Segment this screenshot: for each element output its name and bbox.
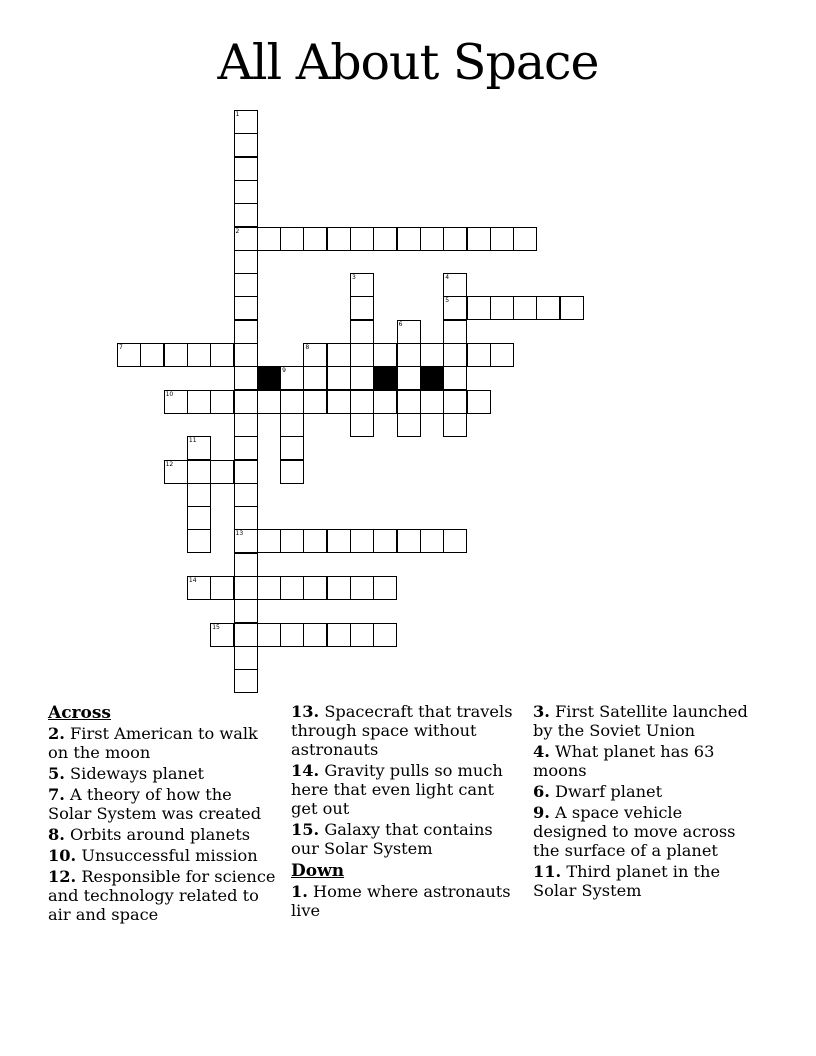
grid-cell[interactable] [280, 390, 304, 414]
grid-cell[interactable] [303, 366, 327, 390]
clue-num: 6. [533, 782, 550, 801]
grid-cell[interactable] [560, 296, 584, 320]
grid-cell[interactable] [280, 576, 304, 600]
grid-cell[interactable] [234, 529, 258, 553]
grid-cell[interactable] [443, 529, 467, 553]
grid-cell[interactable] [257, 390, 281, 414]
grid-cell[interactable] [327, 390, 351, 414]
grid-cell[interactable] [234, 110, 258, 134]
clue-num: 1. [291, 882, 308, 901]
grid-cell[interactable] [234, 250, 258, 274]
grid-cell[interactable] [350, 273, 374, 297]
grid-cell[interactable] [490, 227, 514, 251]
grid-cell[interactable] [280, 413, 304, 437]
grid-cell[interactable] [373, 529, 397, 553]
grid-cell[interactable] [443, 390, 467, 414]
grid-cell[interactable] [513, 296, 537, 320]
clue-item [291, 882, 521, 920]
grid-cell[interactable] [350, 227, 374, 251]
grid-cell[interactable] [210, 576, 234, 600]
clue-text: Responsible for science and technology related to air and space [48, 867, 276, 924]
grid-cell[interactable] [443, 343, 467, 367]
grid-cell[interactable] [420, 227, 444, 251]
grid-cell[interactable] [350, 390, 374, 414]
clue-number: 5 [445, 297, 450, 305]
grid-cell[interactable] [234, 343, 258, 367]
clue-item [48, 764, 278, 783]
grid-cell[interactable] [420, 529, 444, 553]
grid-cell[interactable] [303, 227, 327, 251]
clue-num: 10. [48, 846, 77, 865]
grid-cell[interactable] [397, 343, 421, 367]
clue-number: 3 [352, 274, 356, 282]
grid-cell[interactable] [303, 343, 327, 367]
clue-num: 9. [533, 803, 550, 822]
black-square [420, 366, 444, 390]
grid-cell[interactable] [397, 366, 421, 390]
grid-cell[interactable] [373, 390, 397, 414]
grid-cell[interactable] [210, 343, 234, 367]
clue-text: Home where astronauts live [291, 882, 511, 920]
clue-num: 14. [291, 761, 320, 780]
clue-text: A theory of how the Solar System was created [48, 785, 262, 823]
grid-cell[interactable] [234, 390, 258, 414]
clue-text: Spacecraft that travels through space without astronauts [291, 702, 513, 759]
clue-num: 5. [48, 764, 65, 783]
grid-cell[interactable] [443, 320, 467, 344]
grid-cell[interactable] [420, 390, 444, 414]
grid-cell[interactable] [257, 576, 281, 600]
clue-item [533, 782, 753, 801]
grid-cell[interactable] [234, 273, 258, 297]
grid-cell[interactable] [303, 623, 327, 647]
grid-cell[interactable] [373, 623, 397, 647]
grid-cell[interactable] [397, 320, 421, 344]
grid-cell[interactable] [327, 343, 351, 367]
clue-item [533, 803, 753, 860]
clue-item [48, 846, 278, 865]
grid-cell[interactable] [234, 227, 258, 251]
grid-cell[interactable] [443, 273, 467, 297]
grid-cell[interactable] [443, 296, 467, 320]
clue-item [291, 702, 521, 759]
clue-text: Unsuccessful mission [76, 846, 258, 865]
grid-cell[interactable] [373, 576, 397, 600]
grid-cell[interactable] [467, 227, 491, 251]
grid-cell[interactable] [467, 343, 491, 367]
grid-cell[interactable] [303, 390, 327, 414]
grid-cell[interactable] [280, 460, 304, 484]
clue-text: First American to walk on the moon [48, 724, 258, 762]
grid-cell[interactable] [257, 529, 281, 553]
grid-cell[interactable] [350, 343, 374, 367]
clue-number: 6 [398, 320, 403, 328]
clue-number: 15 [212, 623, 220, 631]
grid-cell[interactable] [280, 436, 304, 460]
clue-text: Sideways planet [64, 764, 205, 783]
black-square [373, 366, 397, 390]
grid-cell[interactable] [536, 296, 560, 320]
grid-cell[interactable] [327, 529, 351, 553]
clue-num: 12. [48, 867, 77, 886]
grid-cell[interactable] [234, 133, 258, 157]
clue-item [291, 820, 521, 858]
clue-num: 15. [291, 820, 320, 839]
grid-cell[interactable] [234, 203, 258, 227]
grid-cell[interactable] [327, 576, 351, 600]
clue-column-3 [533, 702, 753, 902]
clue-number: 2 [235, 227, 240, 235]
grid-cell[interactable] [350, 320, 374, 344]
clue-number: 8 [305, 344, 310, 351]
grid-cell[interactable] [490, 343, 514, 367]
grid-cell[interactable] [234, 646, 258, 670]
clue-num: 4. [533, 742, 550, 761]
grid-cell[interactable] [373, 227, 397, 251]
grid-cell[interactable] [187, 576, 211, 600]
clue-item [48, 724, 278, 762]
grid-cell[interactable] [280, 227, 304, 251]
clue-item [48, 785, 278, 823]
grid-cell[interactable] [513, 227, 537, 251]
clue-text: First Satellite launched by the Soviet Union [533, 702, 748, 740]
clue-text: Dwarf planet [549, 782, 663, 801]
grid-cell[interactable] [187, 343, 211, 367]
clue-num: 2. [48, 724, 65, 743]
clue-number: 12 [165, 460, 174, 468]
clue-item [48, 867, 278, 924]
clue-number: 4 [445, 274, 450, 282]
grid-cell[interactable] [234, 553, 258, 577]
grid-cell[interactable] [280, 623, 304, 647]
grid-cell[interactable] [350, 576, 374, 600]
clue-num: 11. [533, 862, 562, 881]
grid-cell[interactable] [234, 576, 258, 600]
black-square [257, 366, 281, 390]
grid-cell[interactable] [373, 343, 397, 367]
grid-cell[interactable] [187, 460, 211, 484]
grid-cell[interactable] [303, 529, 327, 553]
grid-cell[interactable] [234, 599, 258, 623]
grid-cell[interactable] [164, 343, 188, 367]
grid-cell[interactable] [234, 157, 258, 181]
clue-text: A space vehicle designed to move across the surface of a planet [533, 803, 736, 860]
grid-cell[interactable] [234, 180, 258, 204]
grid-cell[interactable] [467, 390, 491, 414]
grid-cell[interactable] [234, 296, 258, 320]
clue-num: 3. [533, 702, 550, 721]
grid-cell[interactable] [234, 436, 258, 460]
grid-cell[interactable] [187, 529, 211, 553]
grid-cell[interactable] [234, 506, 258, 530]
clue-item [533, 742, 753, 780]
page-title: All About Space [217, 34, 599, 91]
grid-cell[interactable] [257, 227, 281, 251]
grid-cell[interactable] [443, 366, 467, 390]
clue-text: Gravity pulls so much here that even light cant get out [291, 761, 503, 818]
grid-cell[interactable] [397, 390, 421, 414]
grid-cell[interactable] [420, 343, 444, 367]
grid-cell[interactable] [443, 227, 467, 251]
grid-cell[interactable] [490, 296, 514, 320]
grid-cell[interactable] [397, 529, 421, 553]
grid-cell[interactable] [350, 413, 374, 437]
grid-cell[interactable] [280, 529, 304, 553]
grid-cell[interactable] [467, 296, 491, 320]
grid-cell[interactable] [327, 366, 351, 390]
clue-item [533, 862, 753, 900]
clue-text: What planet has 63 moons [533, 742, 715, 780]
clue-number: 10 [165, 390, 174, 398]
grid-cell[interactable] [234, 320, 258, 344]
clue-item [291, 761, 521, 818]
grid-cell[interactable] [234, 623, 258, 647]
grid-cell[interactable] [350, 529, 374, 553]
clue-column-1 [48, 702, 278, 926]
grid-cell[interactable] [210, 623, 234, 647]
grid-cell[interactable] [117, 343, 141, 367]
grid-cell[interactable] [234, 483, 258, 507]
grid-cell[interactable] [303, 576, 327, 600]
grid-cell[interactable] [140, 343, 164, 367]
grid-cell[interactable] [397, 227, 421, 251]
grid-cell[interactable] [257, 623, 281, 647]
grid-cell[interactable] [397, 413, 421, 437]
grid-cell[interactable] [210, 390, 234, 414]
grid-cell[interactable] [187, 436, 211, 460]
clue-num: 7. [48, 785, 65, 804]
grid-cell[interactable] [234, 460, 258, 484]
clue-column-2 [291, 702, 521, 922]
grid-cell[interactable] [164, 460, 188, 484]
grid-cell[interactable] [234, 413, 258, 437]
grid-cell[interactable] [350, 366, 374, 390]
down-header: Down [291, 861, 345, 881]
across-header: Across [48, 703, 111, 723]
clue-number: 14 [188, 577, 197, 584]
grid-cell[interactable] [187, 390, 211, 414]
clue-num: 13. [291, 702, 320, 721]
grid-cell[interactable] [187, 483, 211, 507]
grid-cell[interactable] [280, 366, 304, 390]
clue-item [48, 825, 278, 844]
grid-cell[interactable] [210, 460, 234, 484]
clue-num: 8. [48, 825, 65, 844]
grid-cell[interactable] [443, 413, 467, 437]
clue-item [533, 702, 753, 740]
clue-text: Galaxy that contains our Solar System [291, 820, 493, 858]
grid-cell[interactable] [327, 227, 351, 251]
clue-text: Orbits around planets [64, 825, 251, 844]
grid-cell[interactable] [234, 366, 258, 390]
grid-cell[interactable] [164, 390, 188, 414]
clue-number: 7 [119, 344, 123, 351]
grid-cell[interactable] [234, 669, 258, 693]
grid-cell[interactable] [327, 623, 351, 647]
clue-number: 1 [235, 111, 240, 118]
clue-number: 9 [282, 367, 286, 375]
clue-number: 13 [235, 530, 244, 538]
grid-cell[interactable] [187, 506, 211, 530]
grid-cell[interactable] [350, 623, 374, 647]
clue-text: Third planet in the Solar System [533, 862, 721, 900]
clue-number: 11 [188, 437, 197, 445]
grid-cell[interactable] [350, 296, 374, 320]
